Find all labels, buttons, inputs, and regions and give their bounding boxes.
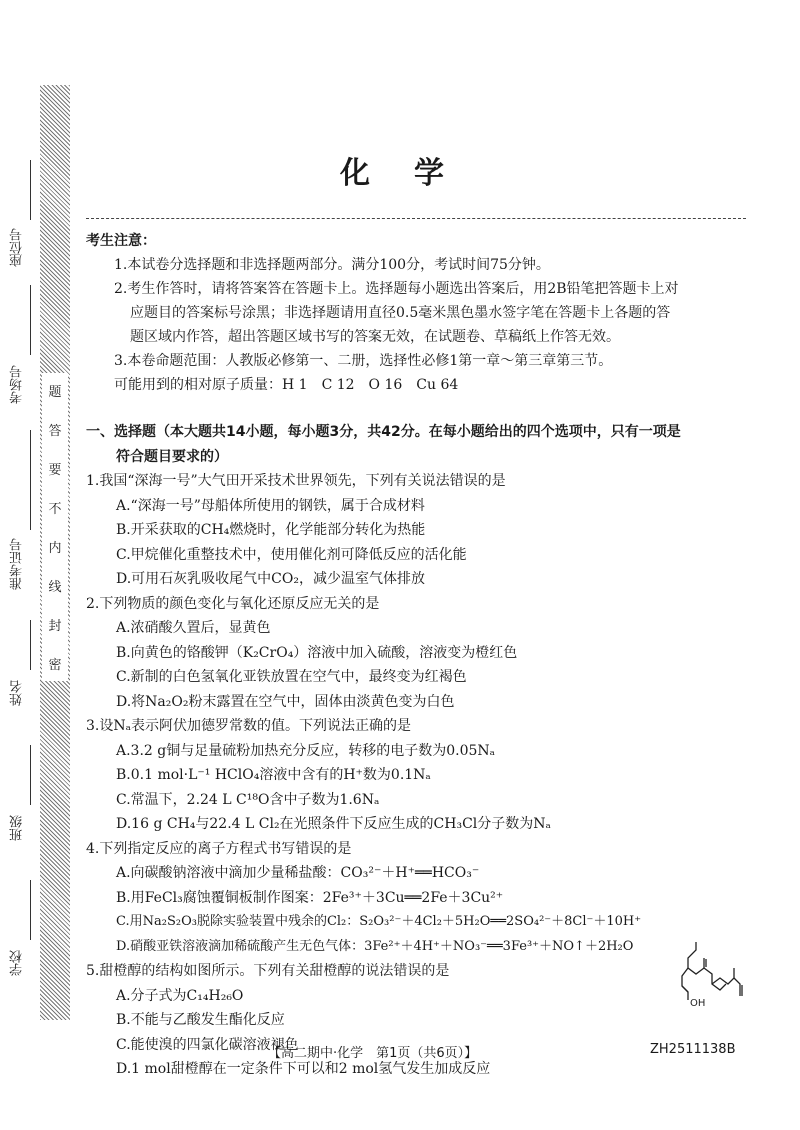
- option: C.用Na₂S₂O₃脱除实验装置中残余的Cl₂：S₂O₃²⁻＋4Cl₂＋5H₂O══2SO₄²⁻＋8Cl⁻＋10H⁺: [116, 914, 642, 929]
- exam-id-label: 准考证号: [10, 538, 25, 590]
- option: D.将Na₂O₂粉末露置在空气中，固体由淡黄色变为白色: [116, 693, 455, 710]
- seat-line: [30, 160, 31, 220]
- school-label: 学校: [10, 950, 25, 976]
- question-body: [86, 420, 751, 1082]
- binding-sidebar: [0, 0, 92, 1130]
- notice-item: 2.考生作答时，请将答案答在答题卡上。选择题每小题选出答案后，用2B铅笔把答题卡上对: [114, 281, 679, 297]
- question-stem: 5.甜橙醇的结构如图所示。下列有关甜橙醇的说法错误的是: [86, 963, 450, 979]
- question-3: [86, 714, 751, 837]
- seal-char: 密: [48, 658, 62, 673]
- option: B.开采获取的CH₄燃烧时，化学能部分转化为热能: [116, 522, 426, 538]
- question-stem: 2.下列物质的颜色变化与氧化还原反应无关的是: [86, 595, 380, 612]
- seal-char: 要: [48, 463, 62, 478]
- molecule-structure-diagram: [676, 940, 756, 1010]
- school-line: [30, 880, 31, 940]
- bond: [688, 942, 726, 990]
- option: D.1 mol甜橙醇在一定条件下可以和2 mol氢气发生加成反应: [116, 1061, 491, 1077]
- bond: [682, 986, 688, 1000]
- seat-label: 座位号: [10, 228, 25, 267]
- seal-char: 题: [48, 385, 62, 400]
- option: C.甲烷催化重整技术中，使用催化剂可降低反应的活化能: [116, 546, 467, 563]
- option: A.分子式为C₁₄H₂₆O: [116, 987, 244, 1004]
- hydroxyl-label: OH: [690, 998, 706, 1009]
- sealing-stripe: [40, 85, 70, 1020]
- room-label: 考场号: [10, 365, 25, 404]
- notice-item-cont: 应题目的答案标号涂黑；非选择题请用直径0.5毫米黑色墨水签字笔在答题卡上各题的答: [130, 305, 671, 321]
- question-stem: 3.设Nₐ表示阿伏加德罗常数的值。下列说法正确的是: [86, 718, 412, 734]
- option: D.16 g CH₄与22.4 L Cl₂在光照条件下反应生成的CH₃Cl分子数为Nₐ: [116, 816, 551, 832]
- option: C.新制的白色氢氧化亚铁放置在空气中，最终变为红褐色: [116, 669, 467, 685]
- question-4: [86, 837, 751, 960]
- room-line: [30, 285, 31, 355]
- atomic-masses: 可能用到的相对原子质量：H 1 C 12 O 16 Cu 64: [114, 377, 459, 393]
- bond: [734, 978, 740, 996]
- option: B.不能与乙酸发生酯化反应: [116, 1012, 285, 1028]
- notice-item: 3.本卷命题范围：人教版必修第一、二册，选择性必修1第一章～第三章第三节。: [114, 353, 613, 369]
- option: C.能使溴的四氯化碳溶液褪色: [116, 1036, 299, 1053]
- page-title: 化学: [340, 156, 488, 191]
- seal-char: 线: [48, 580, 62, 595]
- sealing-text: [42, 373, 68, 681]
- option: C.常温下，2.24 L C¹⁸O含中子数为1.6Nₐ: [116, 791, 380, 808]
- seal-char: 答: [48, 424, 62, 439]
- option: D.可用石灰乳吸收尾气中CO₂，减少温室气体排放: [116, 571, 425, 587]
- notice-item: 1.本试卷分选择题和非选择题两部分。满分100分，考试时间75分钟。: [114, 257, 550, 273]
- name-line: [30, 620, 31, 670]
- notice-heading: 考生注意：: [86, 233, 156, 249]
- question-stem: 1.我国“深海一号”大气田开采技术世界领先，下列有关说法错误的是: [86, 473, 506, 489]
- option: B.向黄色的铬酸钾（K₂CrO₄）溶液中加入硫酸，溶液变为橙红色: [116, 644, 518, 661]
- exam-id-line: [30, 430, 31, 530]
- option: A.向碳酸钠溶液中滴加少量稀盐酸：CO₃²⁻＋H⁺══HCO₃⁻: [116, 865, 480, 881]
- notice-item-cont: 题区域内作答，超出答题区域书写的答案无效，在试题卷、草稿纸上作答无效。: [130, 329, 620, 345]
- class-label: 班级: [10, 815, 25, 841]
- option: A.“深海一号”母船体所使用的钢铁，属于合成材料: [116, 497, 425, 514]
- seal-char: 内: [48, 541, 62, 556]
- question-2: [86, 592, 751, 715]
- option: D.硝酸亚铁溶液滴加稀硫酸产生无色气体：3Fe²⁺＋4H⁺＋NO₃⁻══3Fe³⁺＋NO↑＋2H₂O: [116, 938, 634, 954]
- seal-char: 不: [48, 502, 62, 517]
- option: B.用FeCl₃腐蚀覆铜板制作图案：2Fe³⁺＋3Cu══2Fe＋3Cu²⁺: [116, 889, 504, 906]
- seal-char: 封: [48, 619, 62, 634]
- option: B.0.1 mol·L⁻¹ HClO₄溶液中含有的H⁺数为0.1Nₐ: [116, 767, 431, 783]
- option: A.3.2 g铜与足量硫粉加热充分反应，转移的电子数为0.05Nₐ: [116, 742, 496, 759]
- question-5: [86, 959, 751, 1082]
- section-heading: 一、选择题（本大题共14小题，每小题3分，共42分。在每小题给出的四个选项中，只有一项是: [86, 424, 681, 440]
- class-line: [30, 745, 31, 805]
- section-heading-cont: 符合题目要求的）: [116, 448, 228, 465]
- bond: [712, 968, 734, 984]
- question-stem: 4.下列指定反应的离子方程式书写错误的是: [86, 840, 352, 857]
- page-footer: 【高二期中·化学 第1页（共6页）】: [268, 1046, 478, 1061]
- question-1: [86, 469, 751, 592]
- option: A.浓硝酸久置后，显黄色: [116, 620, 271, 636]
- name-label: 姓名: [10, 680, 25, 706]
- paper-code: ZH2511138B: [650, 1042, 736, 1057]
- exam-notice: [86, 218, 746, 397]
